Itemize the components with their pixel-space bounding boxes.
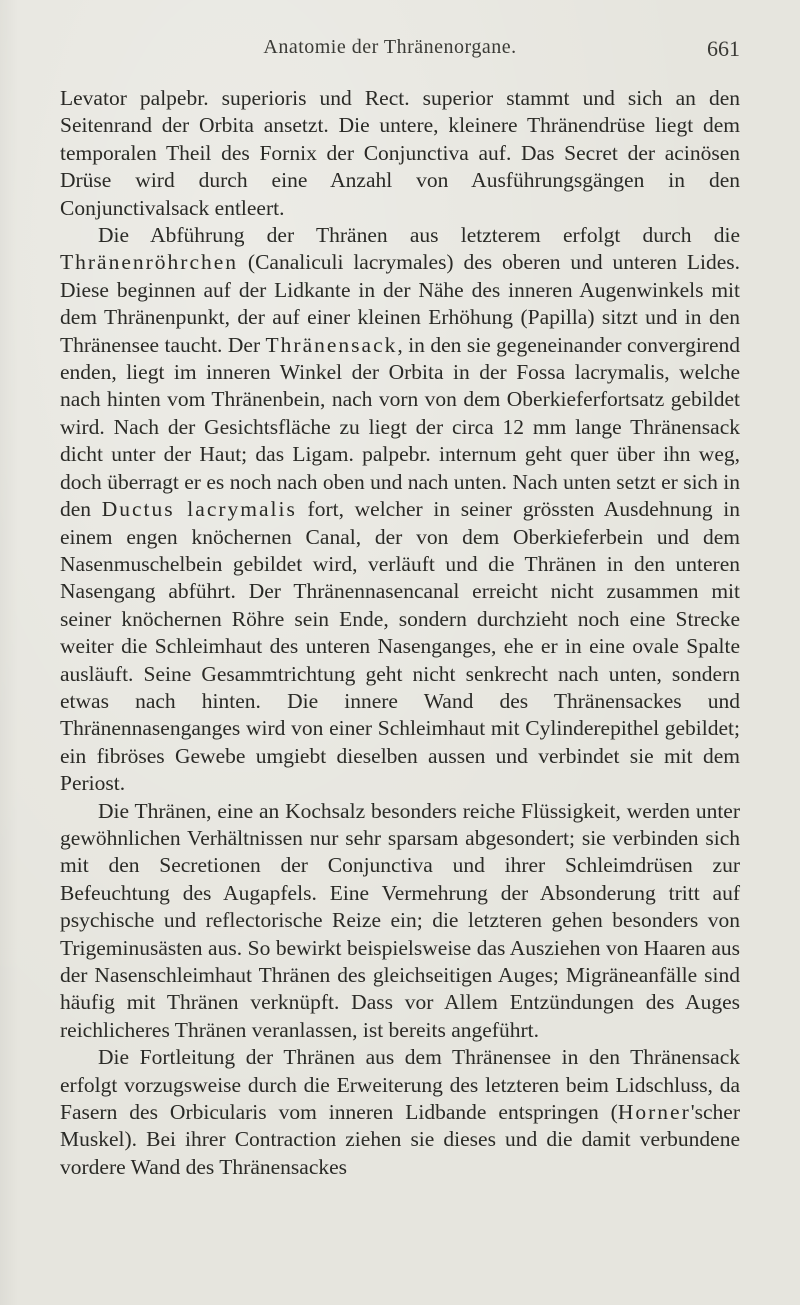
text-segment: (Canaliculi lacrymales) des oberen und unteren Lides. Diese beginnen auf der Lidkante in der Nähe des inneren Augenwinkels mit dem Thränenpunkt, der auf einer kleinen Erhöhung (Papilla) sitzt und in den Thränensee taucht. Der [60, 250, 740, 357]
spaced-term: Thränenröhrchen [60, 250, 239, 275]
paragraph-2 [60, 222, 740, 798]
text-segment: Levator palpebr. superioris und Rect. superior stammt und sich an den Seitenrand der Orbita ansetzt. Die untere, kleinere Thränendrüse liegt dem temporalen Theil des Fornix der Conjunctiva auf. Das Secret der acinösen Drüse wird durch eine Anzahl von Ausführungsgängen in den Conjunctivalsack entleert. [60, 86, 740, 220]
paragraph-3 [60, 798, 740, 1045]
running-title: Anatomie der Thränenorgane. [263, 36, 517, 58]
text-segment: , in den sie gegeneinander convergirend enden, liegt im inneren Winkel der Orbita in der Fossa lacrymalis, welche nach hinten vom Thränenbein, nach vorn von dem Oberkieferfortsatz gebildet wird. Nach der Gesichtsfläche zu liegt der circa 12 mm lange Thränensack dicht unter der Haut; das Ligam. palpebr. internum geht quer über ihn weg, doch überragt er es noch nach oben und nach unten. Nach unten setzt er sich in den [60, 332, 741, 522]
body-text [60, 85, 740, 1181]
spaced-term: Ductus lacrymalis [101, 497, 297, 522]
page-header [60, 36, 740, 66]
page-number: 661 [707, 36, 740, 61]
text-segment: 'scher Muskel). Bei ihrer Contraction ziehen sie dieses und die damit verbundene vordere Wand des Thränensackes [60, 1100, 740, 1179]
spaced-term: Horner [617, 1100, 691, 1125]
spaced-term: Thränensack [265, 332, 398, 357]
text-segment: Die Abführung der Thränen aus letzterem erfolgt durch die [98, 223, 740, 248]
paragraph-1 [60, 85, 740, 222]
text-segment: Die Thränen, eine an Kochsalz besonders reiche Flüssigkeit, werden unter gewöhnlichen Verhältnissen nur sehr sparsam abgesondert; sie verbinden sich mit den Secretionen der Conjunctiva und ihrer Schleimdrüsen zur Befeuchtung des Augapfels. Eine Vermehrung der Absonderung tritt auf psychische und reflectorische Reize ein; die letzteren gehen besonders von Trigeminusästen aus. So bewirkt beispielsweise das Ausziehen von Haaren aus der Nasenschleimhaut Thränen des gleichseitigen Auges; Migräneanfälle sind häufig mit Thränen verknüpft. Dass vor Allem Entzündungen des Auges reichlicheres Thränen veranlassen, ist bereits angeführt. [60, 798, 740, 1042]
paragraph-4 [60, 1044, 740, 1181]
text-segment: Die Fortleitung der Thränen aus dem Thränensee in den Thränensack erfolgt vorzugsweise durch die Erweiterung des letzteren beim Lidschluss, da Fasern des Orbicularis vom inneren Lidbande entspringen ( [60, 1045, 740, 1125]
text-segment: fort, welcher in seiner grössten Ausdehnung in einem engen knöchernen Canal, der von dem Oberkieferbein und dem Nasenmuschelbein gebildet wird, verläuft und die Thränen in den unteren Nasengang abführt. Der Thränennasencanal erreicht nicht zusammen mit seiner knöchernen Röhre sein Ende, sondern durchzieht noch eine Strecke weiter die Schleimhaut des unteren Nasenganges, ehe er in eine ovale Spalte ausläuft. Seine Gesammtrichtung geht nicht senkrecht nach unten, sondern etwas nach hinten. Die innere Wand des Thränensackes und Thränennasenganges wird von einer Schleimhaut mit Cylinderepithel gebildet; ein fibröses Gewebe umgiebt dieselben aussen und verbindet sie mit dem Periost. [60, 497, 740, 796]
